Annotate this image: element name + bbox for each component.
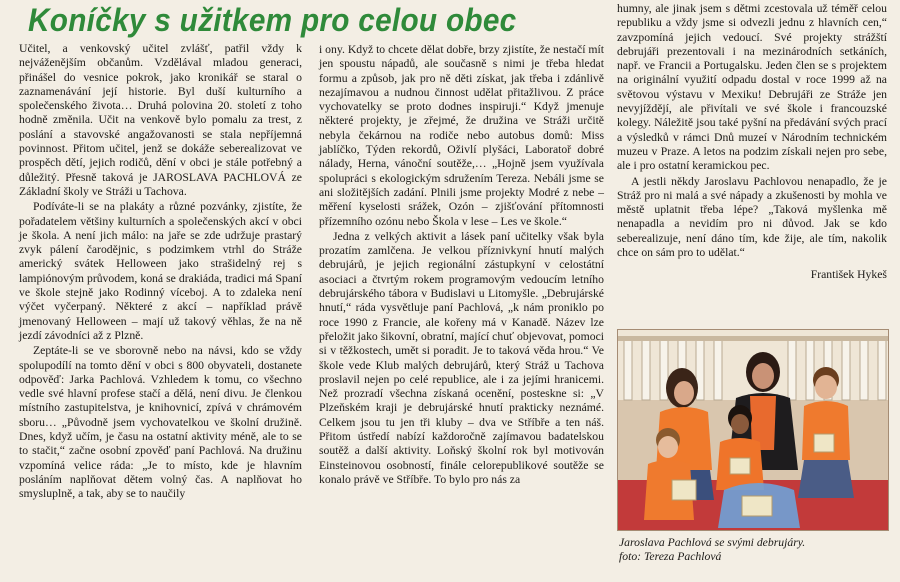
author-signature: František Hykeš: [810, 268, 887, 282]
photo-credit: foto: Tereza Pachlová: [619, 550, 722, 564]
article-column-3: [617, 2, 887, 283]
paragraph: Jedna z velkých aktivit a lásek paní učitelky však byla prozatím zamlčena. Je velkou příznivkyní hnutí malých debrujárů, je jejich regionální zástupkyní v celostátní asociaci a čtvrtým rokem programovým vedoucím letního debrujárského tábora v Budislavi u Litomyšle. „Debrujárské hnutí,“ ráda vysvětluje paní Pachlová, „k nám proniklo po roce 1990 z Francie, ale kořeny má v Kanadě. Název lze přeložit jako šikovní, obratní, mající chuť objevovat, pomoci si v těžkostech, umět si poradit. Je to taková věda hrou.“ Ve škole vede Klub malých debrujárů, který Stráž u Tachova proslavil nejen po celé republice, ale i za jejími hranicemi. Než prozradí všechna získaná ocenění, posteskne si: „V Plzeňském kraji je debrujárské hnutí prakticky neznámé. Celkem jsou tu jen tři kluby – dva ve Stříbře a ten náš. Přitom ústředí nabízí každoročně zajímavou badatelskou soutěž a další aktivity. Loňský školní rok byl motivován Einsteinovou osobností, finále celorepublikové soutěže se konalo právě ve Stříbře. To bylo pro nás za: [319, 229, 604, 486]
paragraph: Učitel, a venkovský učitel zvlášť, patřil vždy k nejváženějším občanům. Vzdělával mladou generaci, přinášel do vesnice pokrok, jako kronikář se staral o zaznamenávání její historie. Byl duší kulturního a společenského života… Druhá polovina 20. století z toho hodně změnila. Učit na venkově bylo pomalu za trest, z poslání a stavovské angažovanosti se stala nepříjemná povinnost. Přitom učitel, jenž se dokáže seberealizovat ve prospěch dětí, jejich rodičů, dění v obci je stále potřebný a důležitý. Přesně taková je JAROSLAVA PACHLOVÁ ze Základní školy ve Stráži u Tachova.: [19, 42, 302, 198]
article-title: Koníčky s užitkem pro celou obec: [28, 2, 517, 38]
article-photo: [617, 329, 889, 531]
paragraph: Podíváte-li se na plakáty a různé pozvánky, zjistíte, že pořadatelem většiny kulturních a společenských akcí v obci je škola. A není jich málo: na jaře se zde udržuje prastarý zvyk pálení čarodějnic, s podzimkem vtrhl do Stráže americký svátek Helloween jako strašidelný rej s lampiónovým průvodem, koná se drakiáda, tradici má Spaní ve škole stejně jako Rodinný víceboj. A to zdaleka není výčet vyčerpaný. Některé z akcí – například právě jmenovaný Helloween – mají už takový věhlas, že na ně jezdí závodníci až z Plzně.: [19, 200, 302, 342]
paragraph: humny, ale jinak jsem s dětmi zcestovala už téměř celou republiku a vždy jsme si odvezli jednu z hlavních cen,“ zavzpomíná jejich vedoucí. Své projekty strážští debrujáři prezentovali i na mezinárodních setkáních, např. ve Francii a Portugalsku. Jeden člen se s projektem na originální využití odpadu dostal v roce 1999 až na světovou výstavu v Mexiku! Debrujáři ze Stráže jen nevyjíždějí, ale přivítali ve své škole i francouzské kolegy. Náležitě jsou také pyšní na předávání svých prací a výsledků v rámci Dnů muzeí v Národním technickém muzeu v Praze. A letos na podzim získali nejen pro sebe, ale i pro ostatní keramickou pec.: [617, 2, 887, 173]
paragraph: A jestli někdy Jaroslavu Pachlovou nenapadlo, že je Stráž pro ni malá a své nápady a zkušenosti by mohla ve městě uplatnit třeba lépe? „Taková myšlenka mě nenapadla a nevidím pro ni důvod. Jak se kdo seberealizuje, není dáno tím, kde žije, ale tím, nakolik chce on sám pro to udělat.“: [617, 174, 887, 260]
paragraph: i ony. Když to chcete dělat dobře, brzy zjistíte, že nestačí mít jen spoustu nápadů, ale současně s nimi je třeba hledat formu a způsob, jak pro ně děti získat, jak třeba i zdánlivě nezajímavou a nudnou činnost udělat přitažlivou. Z práce vychovatelky se proto dodnes inspiruji.“ Když jmenuje některé projekty, je zřejmé, že družina ve Stráži určitě nebyla čekárnou na rodiče nebo autobus domů: Miss jablíčko, Týden rekordů, Oživlí plyšáci, Laboratoř dobré nálady, Hernа, vánoční soutěže,… „Hojně jsem využívala spolupráci s ekologickým sdružením Tereza. Nebáli jsme se ani složitějších zadání. Plnili jsme projekty Modré z nebe – měření kyselosti srážek, Ozón – zjišťování přítomnosti přízemního ozónu nebo Škola v lese – Les ve škole.“: [319, 43, 604, 228]
article-column-1: [19, 42, 302, 502]
article-column-2: [319, 43, 604, 487]
caption-text: Jaroslava Pachlová se svými debrujáry.: [619, 536, 806, 549]
photo-caption: [619, 536, 887, 565]
paragraph: Zeptáte-li se ve sborovně nebo na návsi, kdo se vždy spolupodílí na tomto dění v obci s 800 obyvateli, dostanete odpověď: Jarka Pachlová. Vzhledem k tomu, co všechno vedle své hlavní profese stačí a dělá, není divu. Je členkou místního zastupitelstva, je knihovnicí, zpívá v chrámovém sboru… „Původně jsem vychovatelkou ve školní družině. Dnes, když učím, je času na ostatní aktivity méně, ale to se to stačit,“ začne osobní zpověď paní Pachlová. Na družinu vzpomíná velice ráda: „Je to místo, kde je hlavním posláním naplňovat dětem volný čas. A naplňovat ho smysluplně, a tak, aby se to naučily: [19, 344, 302, 501]
